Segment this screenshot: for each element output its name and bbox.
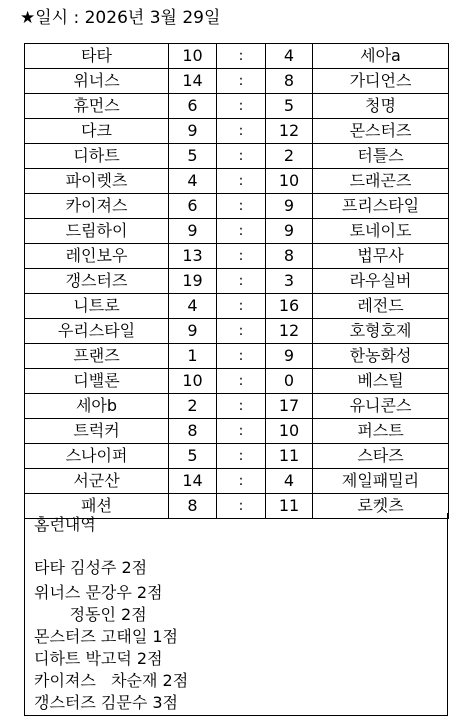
table-row [25,369,449,394]
home-team-cell: 프랜즈 [25,344,169,369]
away-team-cell: 베스틸 [313,369,449,394]
home-score-cell: 5 [169,444,217,469]
away-score-cell: 11 [266,444,313,469]
away-score-cell: 10 [266,169,313,194]
away-score-cell: 2 [266,144,313,169]
homerun-line: 정동인 2점 [34,605,147,624]
away-team-cell: 제일패밀리 [313,469,449,494]
home-score-cell: 13 [169,244,217,269]
table-row [25,419,449,444]
away-team-cell: 몬스터즈 [313,119,449,144]
table-row [25,319,449,344]
separator-cell: : [217,419,266,444]
away-team-cell: 퍼스트 [313,419,449,444]
score-table [24,43,449,519]
home-score-cell: 6 [169,94,217,119]
home-team-cell: 휴먼스 [25,94,169,119]
away-score-cell: 12 [266,319,313,344]
homerun-section [24,513,448,716]
home-score-cell: 14 [169,469,217,494]
table-row [25,269,449,294]
away-team-cell: 청명 [313,94,449,119]
home-team-cell: 레인보우 [25,244,169,269]
separator-cell: : [217,69,266,94]
home-team-cell: 스나이퍼 [25,444,169,469]
home-team-cell: 카이져스 [25,194,169,219]
away-team-cell: 라우실버 [313,269,449,294]
separator-cell: : [217,144,266,169]
home-team-cell: 서군산 [25,469,169,494]
home-score-cell: 9 [169,219,217,244]
date-header: ★일시 : 2026년 3월 29일 [20,8,221,28]
home-team-cell: 트럭커 [25,419,169,444]
home-score-cell: 8 [169,494,217,519]
home-team-cell: 드림하이 [25,219,169,244]
home-team-cell: 타타 [25,44,169,69]
home-score-cell: 5 [169,144,217,169]
away-score-cell: 17 [266,394,313,419]
separator-cell: : [217,169,266,194]
home-score-cell: 19 [169,269,217,294]
away-score-cell: 9 [266,344,313,369]
table-row [25,44,449,69]
away-team-cell: 터틀스 [313,144,449,169]
home-team-cell: 다크 [25,119,169,144]
homerun-line: 몬스터즈 고태일 1점 [34,627,178,646]
separator-cell: : [217,119,266,144]
away-score-cell: 12 [266,119,313,144]
away-score-cell: 9 [266,219,313,244]
homerun-line: 타타 김성주 2점 [34,558,148,577]
home-team-cell: 갱스터즈 [25,269,169,294]
away-score-cell: 8 [266,244,313,269]
table-row [25,294,449,319]
home-score-cell: 2 [169,394,217,419]
home-score-cell: 1 [169,344,217,369]
separator-cell: : [217,94,266,119]
away-team-cell: 레전드 [313,294,449,319]
away-team-cell: 토네이도 [313,219,449,244]
home-score-cell: 8 [169,419,217,444]
away-team-cell: 프리스타일 [313,194,449,219]
away-score-cell: 8 [266,69,313,94]
away-score-cell: 3 [266,269,313,294]
table-row [25,169,449,194]
home-team-cell: 파이렛츠 [25,169,169,194]
home-score-cell: 10 [169,44,217,69]
home-team-cell: 디밸론 [25,369,169,394]
home-score-cell: 4 [169,294,217,319]
homerun-line: 카이져스 차순재 2점 [34,671,189,690]
table-row [25,244,449,269]
away-team-cell: 호형호제 [313,319,449,344]
away-team-cell: 가디언스 [313,69,449,94]
separator-cell: : [217,194,266,219]
separator-cell: : [217,394,266,419]
away-team-cell: 스타즈 [313,444,449,469]
away-team-cell: 한농화성 [313,344,449,369]
home-team-cell: 세아b [25,394,169,419]
separator-cell: : [217,294,266,319]
homerun-title: 홈런내역 [34,515,96,534]
separator-cell: : [217,344,266,369]
table-row [25,94,449,119]
away-score-cell: 0 [266,369,313,394]
away-score-cell: 5 [266,94,313,119]
away-score-cell: 4 [266,469,313,494]
away-score-cell: 4 [266,44,313,69]
table-row [25,469,449,494]
separator-cell: : [217,44,266,69]
home-team-cell: 우리스타일 [25,319,169,344]
separator-cell: : [217,269,266,294]
away-team-cell: 드래곤즈 [313,169,449,194]
homerun-line: 위너스 문강우 2점 [34,583,163,602]
home-score-cell: 14 [169,69,217,94]
homerun-line: 갱스터즈 김문수 3점 [34,693,178,712]
table-row [25,444,449,469]
home-score-cell: 10 [169,369,217,394]
table-row [25,194,449,219]
away-score-cell: 10 [266,419,313,444]
away-score-cell: 16 [266,294,313,319]
separator-cell: : [217,319,266,344]
homerun-line: 디하트 박고덕 2점 [34,649,163,668]
away-team-cell: 세아a [313,44,449,69]
table-row [25,69,449,94]
home-team-cell: 패션 [25,494,169,519]
home-team-cell: 위너스 [25,69,169,94]
separator-cell: : [217,219,266,244]
separator-cell: : [217,369,266,394]
home-score-cell: 6 [169,194,217,219]
away-team-cell: 법무사 [313,244,449,269]
separator-cell: : [217,444,266,469]
table-row [25,144,449,169]
home-score-cell: 9 [169,319,217,344]
away-team-cell: 유니콘스 [313,394,449,419]
separator-cell: : [217,469,266,494]
table-row [25,219,449,244]
away-score-cell: 11 [266,494,313,519]
away-score-cell: 9 [266,194,313,219]
home-team-cell: 디하트 [25,144,169,169]
table-row [25,394,449,419]
separator-cell: : [217,494,266,519]
home-team-cell: 니트로 [25,294,169,319]
home-score-cell: 4 [169,169,217,194]
table-row [25,344,449,369]
separator-cell: : [217,244,266,269]
home-score-cell: 9 [169,119,217,144]
away-team-cell: 로켓츠 [313,494,449,519]
table-row [25,119,449,144]
